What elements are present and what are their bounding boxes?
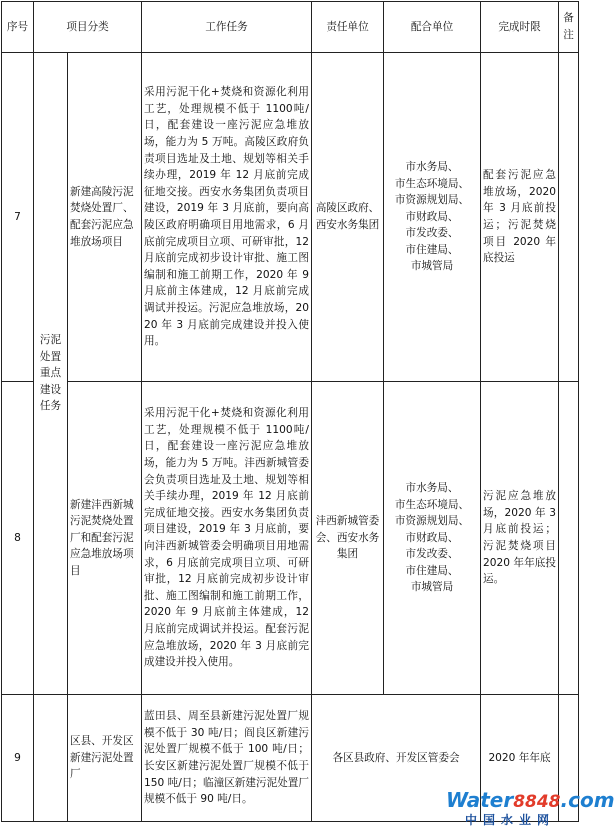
table-row <box>2 53 579 382</box>
row-seq: 9 <box>2 695 34 822</box>
row-deadline: 配套污泥应急堆放场，2020 年 3 月底前投运；污泥焚烧项目 2020 年底投运 <box>481 53 559 382</box>
header-category: 项目分类 <box>34 2 142 53</box>
row-responsible: 沣西新城管委会、西安水务集团 <box>312 382 384 695</box>
row-responsible: 高陵区政府、西安水务集团 <box>312 53 384 382</box>
watermark-logo <box>446 788 615 827</box>
row-project: 新建沣西新城污泥焚烧处置厂和配套污泥应急堆放场项目 <box>68 382 142 695</box>
header-row <box>2 2 579 53</box>
header-task: 工作任务 <box>142 2 312 53</box>
row-deadline: 污泥应急堆放场，2020 年 3 月底前投运；污泥焚烧项目 2020 年年底投运。 <box>481 382 559 695</box>
header-remark: 备注 <box>559 2 579 53</box>
row-task: 蓝田县、周至县新建污泥处置厂规模不低于 30 吨/日；阎良区新建污泥处置厂规模不低于 100 吨/日；长安区新建污泥处置厂规模不低于 150 吨/日；临潼区新建污泥处置厂规模不低于 90 吨/日。 <box>142 695 312 822</box>
row-remark <box>559 382 579 695</box>
category-merged-cell: 污泥处置重点建设任务 <box>34 53 68 695</box>
header-responsible: 责任单位 <box>312 2 384 53</box>
row-task: 采用污泥干化+焚烧和资源化利用工艺，处理规模不低于 1100吨/日，配套建设一座污泥应急堆放场，能力为 5 万吨。高陵区政府负责项目选址及土地、规划等相关手续办理，2019 年 12 月底前完成征地交接。西安水务集团负责项目建设，2019 年 3 月底前，要向高陵区政府明确项目用地需求，6 月底前完成项目立项、可研审批，12 月底前完成初步设计审批、施工图编制和施工前期工作，2020 年 9 月底前主体建成，12 月底前完成调试并投运。污泥应急堆放场，2020 年 3 月底前完成建设并投入使用。 <box>142 53 312 382</box>
row-cooperating: 市水务局、 市生态环境局、 市资源规划局、 市财政局、 市发改委、 市住建局、 市城管局 <box>384 382 481 695</box>
row-seq: 8 <box>2 382 34 695</box>
row-task: 采用污泥干化+焚烧和资源化利用工艺，处理规模不低于 1100吨/日，配套建设一座污泥应急堆放场，能力为 5 万吨。沣西新城管委会负责项目选址及土地、规划等相关手续办理，2019 年 12 月底前完成征地交接。西安水务集团负责项目建设，2019 年 3 月底前，要向沣西新城管委会明确项目用地需求，6 月底前完成项目立项、可研审批，12 月底前完成初步设计审批、施工图编制和施工前期工作，2020 年 9 月底前主体建成，12 月底前完成调试并投运。配套污泥应急堆放场，2020 年 3 月底前完成建设并投入使用。 <box>142 382 312 695</box>
watermark-subtitle: 中国水业网 <box>464 813 555 827</box>
watermark-logo-text: Water8848.com <box>446 788 615 812</box>
row-deadline: 2020 年年底 <box>481 695 559 822</box>
header-seq: 序号 <box>2 2 34 53</box>
row-remark <box>559 53 579 382</box>
task-table <box>1 1 615 822</box>
row-project: 区县、开发区新建污泥处置厂 <box>68 695 142 822</box>
category-empty-cell <box>34 695 68 822</box>
header-deadline: 完成时限 <box>481 2 559 53</box>
row-cooperating: 市水务局、 市生态环境局、 市资源规划局、 市财政局、 市发改委、 市住建局、 市城管局 <box>384 53 481 382</box>
row-seq: 7 <box>2 53 34 382</box>
header-cooperating: 配合单位 <box>384 2 481 53</box>
table-row <box>2 382 579 695</box>
row-project: 新建高陵污泥焚烧处置厂、配套污泥应急堆放场项目 <box>68 53 142 382</box>
row-responsible-cooperating: 各区县政府、开发区管委会 <box>312 695 481 822</box>
